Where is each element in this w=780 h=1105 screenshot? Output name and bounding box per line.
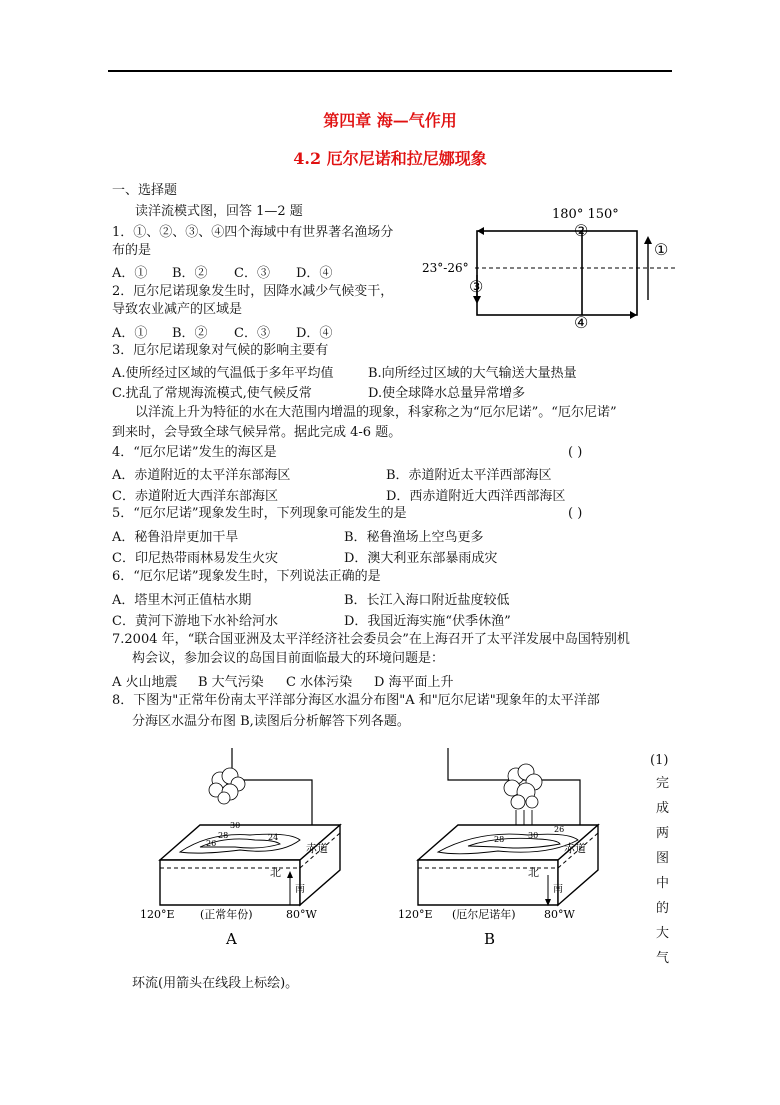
- marker-4: ④: [574, 313, 589, 332]
- q1-stem-1: 1．①、②、③、④四个海域中有世界著名渔场分: [112, 225, 394, 240]
- isotherm-26: 26: [554, 825, 565, 834]
- q8-sub1-char: 图: [656, 851, 670, 866]
- q4-stem: 4．“厄尔尼诺”发生的海区是: [112, 445, 277, 460]
- left-lon-label: 120°E: [398, 908, 433, 921]
- q6-option-a[interactable]: A．塔里木河正值枯水期: [112, 593, 252, 608]
- south-label: 南: [295, 884, 305, 895]
- q4-option-d[interactable]: D．西赤道附近大西洋西部海区: [386, 489, 566, 504]
- q3-option-b[interactable]: B.向所经过区域的大气输送大量热量: [368, 366, 577, 381]
- q3-stem: 3．厄尔尼诺现象对气候的影响主要有: [112, 343, 329, 358]
- q7-stem-2: 构会议，参加会议的岛国目前面临最大的环境问题是：: [132, 651, 445, 666]
- q2-option-c[interactable]: C．③: [234, 326, 270, 341]
- marker-2: ②: [574, 221, 589, 240]
- left-lon-label: 120°E: [140, 908, 175, 921]
- north-label: 北: [528, 866, 539, 879]
- q5-option-d[interactable]: D．澳大利亚东部暴雨成灾: [344, 551, 498, 566]
- marker-1: ①: [654, 240, 669, 259]
- cloud-icon: [209, 768, 245, 804]
- right-lon-label: 80°W: [544, 908, 575, 921]
- q1-option-b[interactable]: B．②: [172, 266, 208, 281]
- figure-letter: A: [226, 930, 237, 948]
- q8-sub1-char: 气: [656, 951, 670, 966]
- q8-sub1-label: (1): [650, 753, 669, 768]
- q8-stem-1: 8．下图为"正常年份南太平洋部分海区水温分布图"A 和"厄尔尼诺"现象年的太平洋部: [112, 693, 600, 708]
- south-label: 南: [553, 884, 563, 895]
- q4-option-b[interactable]: B．赤道附近太平洋西部海区: [386, 468, 552, 483]
- q5-option-c[interactable]: C．印尼热带雨林易发生火灾: [112, 551, 278, 566]
- arrow-west: [477, 227, 484, 235]
- diagram-a-normal-year: [140, 740, 360, 955]
- q6-option-d[interactable]: D．我国近海实施“伏季休渔”: [344, 614, 511, 629]
- current-loop: [477, 231, 637, 315]
- q1-option-a[interactable]: A．①: [112, 266, 148, 281]
- q6-option-c[interactable]: C．黄河下游地下水补给河水: [112, 614, 278, 629]
- intro-2-line-2: 到来时，会导致全球气候异常。据此完成 4-6 题。: [112, 425, 402, 440]
- q8-sub1-char: 两: [656, 826, 670, 841]
- q8-sub1-char: 成: [656, 801, 670, 816]
- q8-stem-2: 分海区水温分布图 B,读图后分析解答下列各题。: [132, 714, 410, 729]
- q1-option-d[interactable]: D．④: [296, 266, 333, 281]
- top-rule: [108, 70, 672, 72]
- q4-option-a[interactable]: A．赤道附近的太平洋东部海区: [112, 468, 291, 483]
- north-label: 北: [270, 866, 281, 879]
- q8-sub1-char: 中: [656, 876, 670, 891]
- diagram-b-el-nino-year: [398, 740, 618, 955]
- q5-option-b[interactable]: B．秘鲁渔场上空鸟更多: [344, 530, 484, 545]
- caption-label: (正常年份): [200, 908, 253, 921]
- q6-stem: 6．“厄尔尼诺”现象发生时，下列说法正确的是: [112, 569, 381, 584]
- ocean-current-diagram: [420, 200, 680, 335]
- isotherm-28: 28: [494, 835, 505, 844]
- q8-sub1-char: 大: [656, 926, 670, 941]
- arrow-north: [644, 236, 652, 244]
- marker-3: ③: [469, 277, 484, 296]
- caption-label: (厄尔尼诺年): [452, 908, 516, 921]
- q2-option-a[interactable]: A．①: [112, 326, 148, 341]
- q1-option-c[interactable]: C．③: [234, 266, 270, 281]
- q3-option-d[interactable]: D.使全球降水总量异常增多: [368, 386, 526, 401]
- q3-option-a[interactable]: A.使所经过区域的气温低于多年平均值: [112, 366, 334, 381]
- section-title: 4.2 厄尔尼诺和拉尼娜现象: [293, 149, 487, 168]
- q2-stem-1: 2．厄尔尼诺现象发生时，因降水减少气候变干，: [112, 284, 394, 299]
- isotherm-26: 26: [206, 839, 217, 848]
- q7-option-a[interactable]: A 火山地震: [112, 675, 178, 690]
- lon-label: 180° 150°: [552, 207, 619, 222]
- q7-option-d[interactable]: D 海平面上升: [374, 675, 454, 690]
- lat-label: 23°-26°: [422, 261, 469, 275]
- q3-option-c[interactable]: C.扰乱了常规海流模式,使气候反常: [112, 386, 312, 401]
- isotherm-30: 30: [528, 831, 539, 840]
- arrow-south: [473, 296, 481, 304]
- q2-option-d[interactable]: D．④: [296, 326, 333, 341]
- isotherm-30: 30: [230, 821, 241, 830]
- figure-letter: B: [484, 930, 496, 948]
- q8-sub1-char: 的: [656, 901, 670, 916]
- q2-stem-2: 导致农业减产的区域是: [112, 302, 243, 317]
- q4-answer-blank[interactable]: ( ): [568, 445, 583, 460]
- q6-option-b[interactable]: B．长江入海口附近盐度较低: [344, 593, 510, 608]
- right-lon-label: 80°W: [286, 908, 317, 921]
- equator-label: 赤道: [306, 842, 328, 855]
- arrow-east: [630, 311, 637, 319]
- equator-label: 赤道: [564, 842, 586, 855]
- q5-option-a[interactable]: A．秘鲁沿岸更加干旱: [112, 530, 239, 545]
- section-label: 一、选择题: [112, 183, 178, 198]
- q5-stem: 5．“厄尔尼诺”现象发生时，下列现象可能发生的是: [112, 506, 407, 521]
- isotherm-28: 28: [218, 831, 229, 840]
- q8-sub1-tail: 环流(用箭头在线段上标绘)。: [132, 976, 299, 991]
- intro-1: 读洋流模式图，回答 1—2 题: [135, 204, 303, 219]
- q5-answer-blank[interactable]: ( ): [568, 506, 583, 521]
- chapter-title: 第四章 海—气作用: [323, 111, 457, 130]
- q7-stem-1: 7.2004 年，“联合国亚洲及太平洋经济社会委员会”在上海召开了太平洋发展中岛国特别机: [112, 632, 630, 647]
- intro-2-line-1: 以洋流上升为特征的水在大范围内增温的现象，科家称之为“厄尔尼诺”。“厄尔尼诺”: [135, 405, 617, 420]
- q7-option-c[interactable]: C 水体污染: [286, 675, 353, 690]
- q4-option-c[interactable]: C．赤道附近大西洋东部海区: [112, 489, 278, 504]
- q1-stem-2: 布的是: [112, 243, 152, 258]
- q2-option-b[interactable]: B．②: [172, 326, 208, 341]
- isotherm-24: 24: [268, 833, 279, 842]
- q7-option-b[interactable]: B 大气污染: [198, 675, 264, 690]
- q8-sub1-char: 完: [656, 776, 670, 791]
- cloud-icon: [504, 764, 542, 809]
